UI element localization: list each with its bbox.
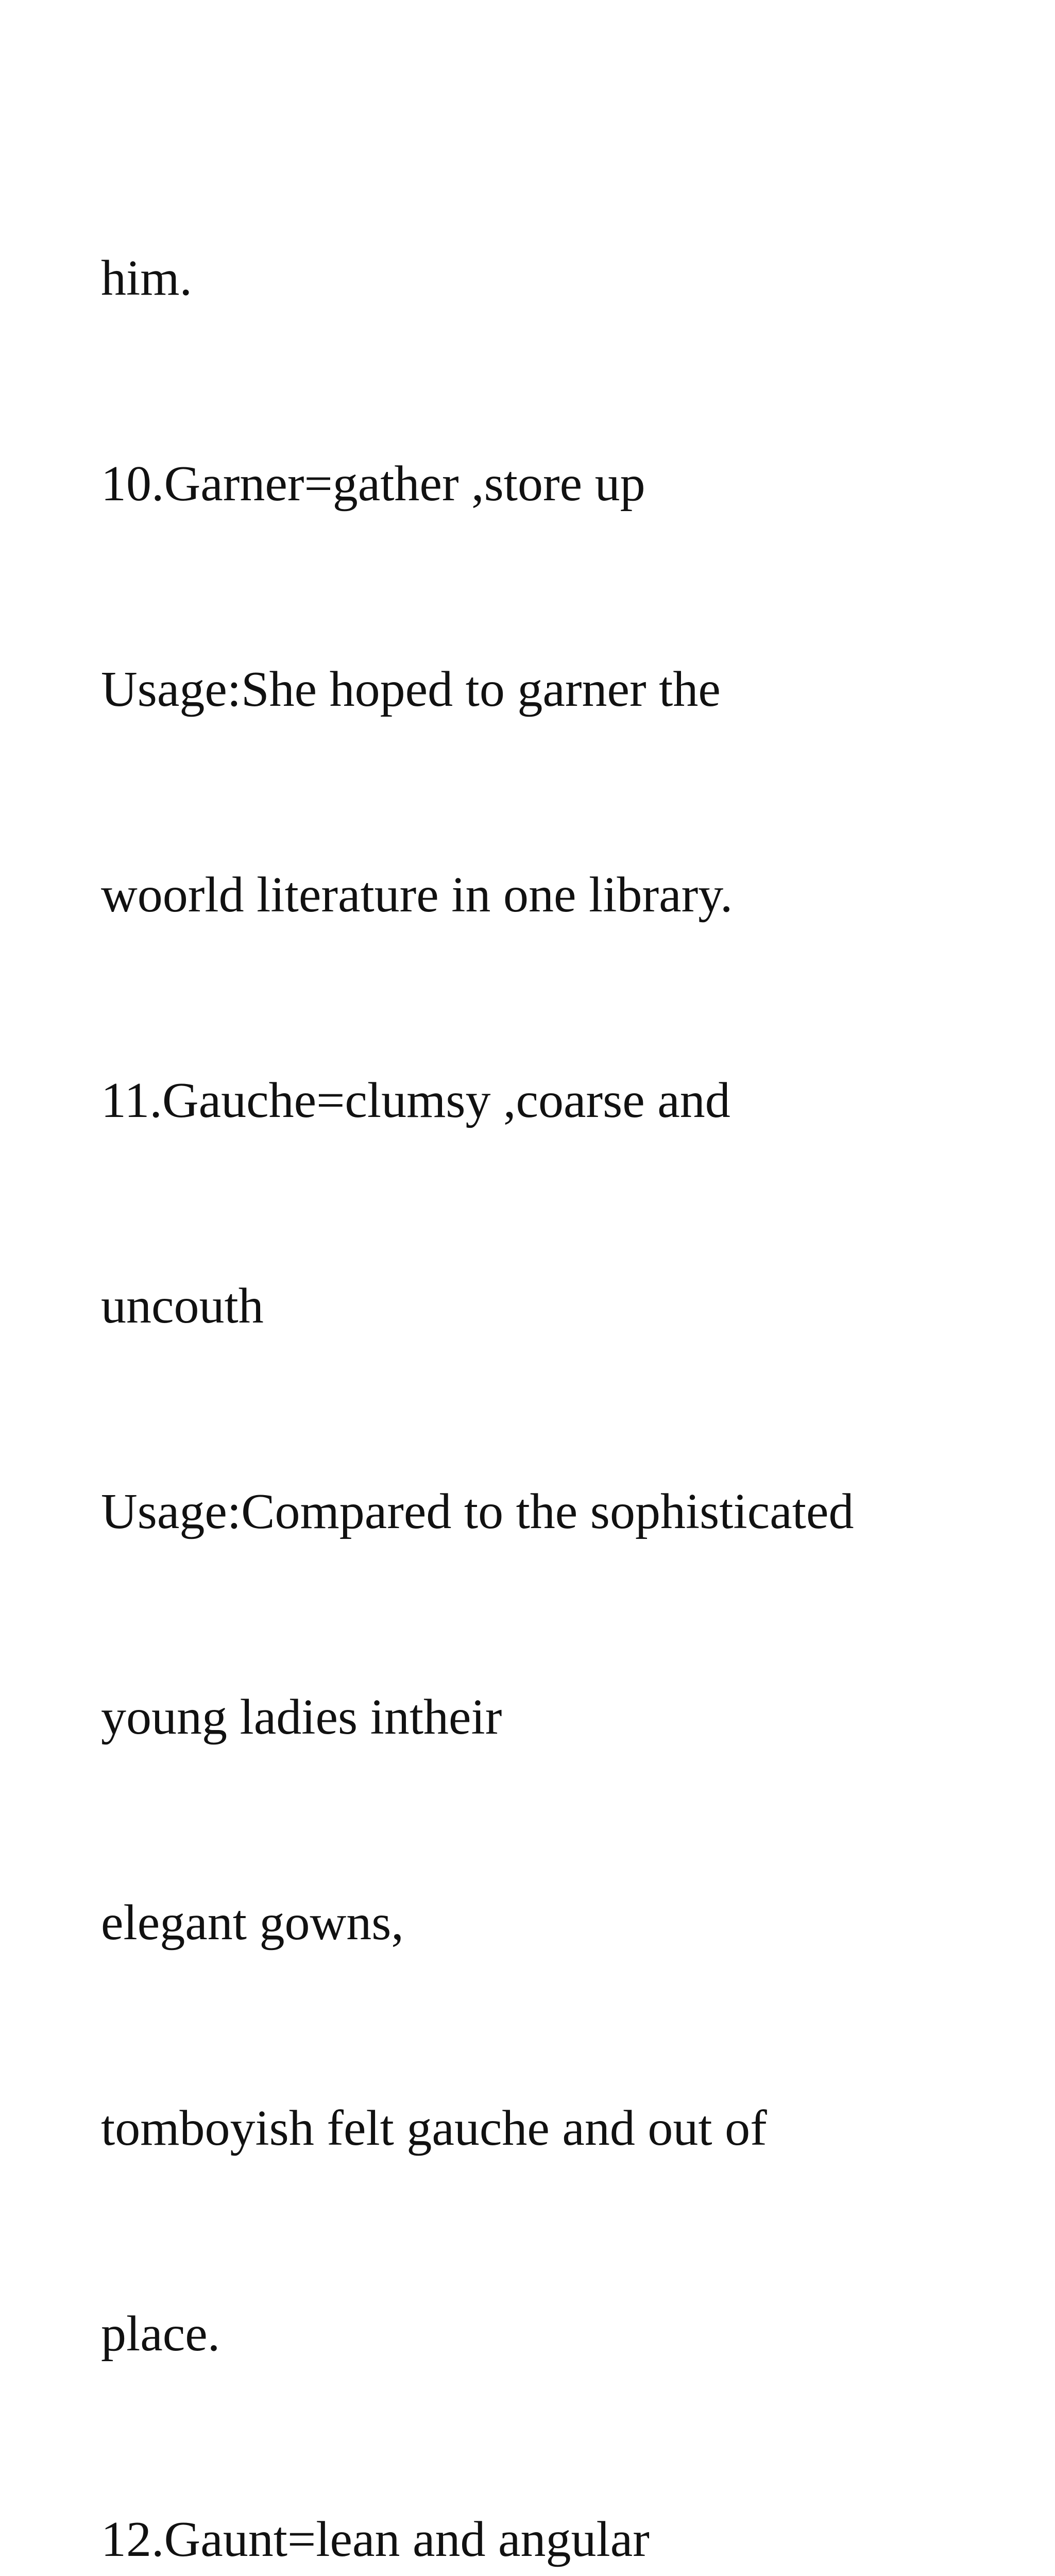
text-line: woorld literature in one library. bbox=[101, 867, 733, 923]
text-line: Usage:She hoped to garner the bbox=[101, 662, 721, 717]
text-line: young ladies intheir bbox=[101, 1689, 502, 1745]
text-line: uncouth bbox=[101, 1278, 264, 1334]
text-line: Usage:Compared to the sophisticated bbox=[101, 1484, 854, 1539]
vocab-entry-heading: 12.Gaunt=lean and angular bbox=[101, 2512, 650, 2567]
document-text bbox=[101, 107, 1028, 2576]
text-line: elegant gowns, bbox=[101, 1895, 404, 1951]
vocab-entry-heading: 10.Garner=gather ,store up bbox=[101, 456, 645, 512]
text-line: tomboyish felt gauche and out of bbox=[101, 2100, 767, 2156]
vocab-entry-heading: 11.Gauche=clumsy ,coarse and bbox=[101, 1073, 730, 1128]
text-line: him. bbox=[101, 250, 192, 306]
text-line: place. bbox=[101, 2306, 220, 2362]
